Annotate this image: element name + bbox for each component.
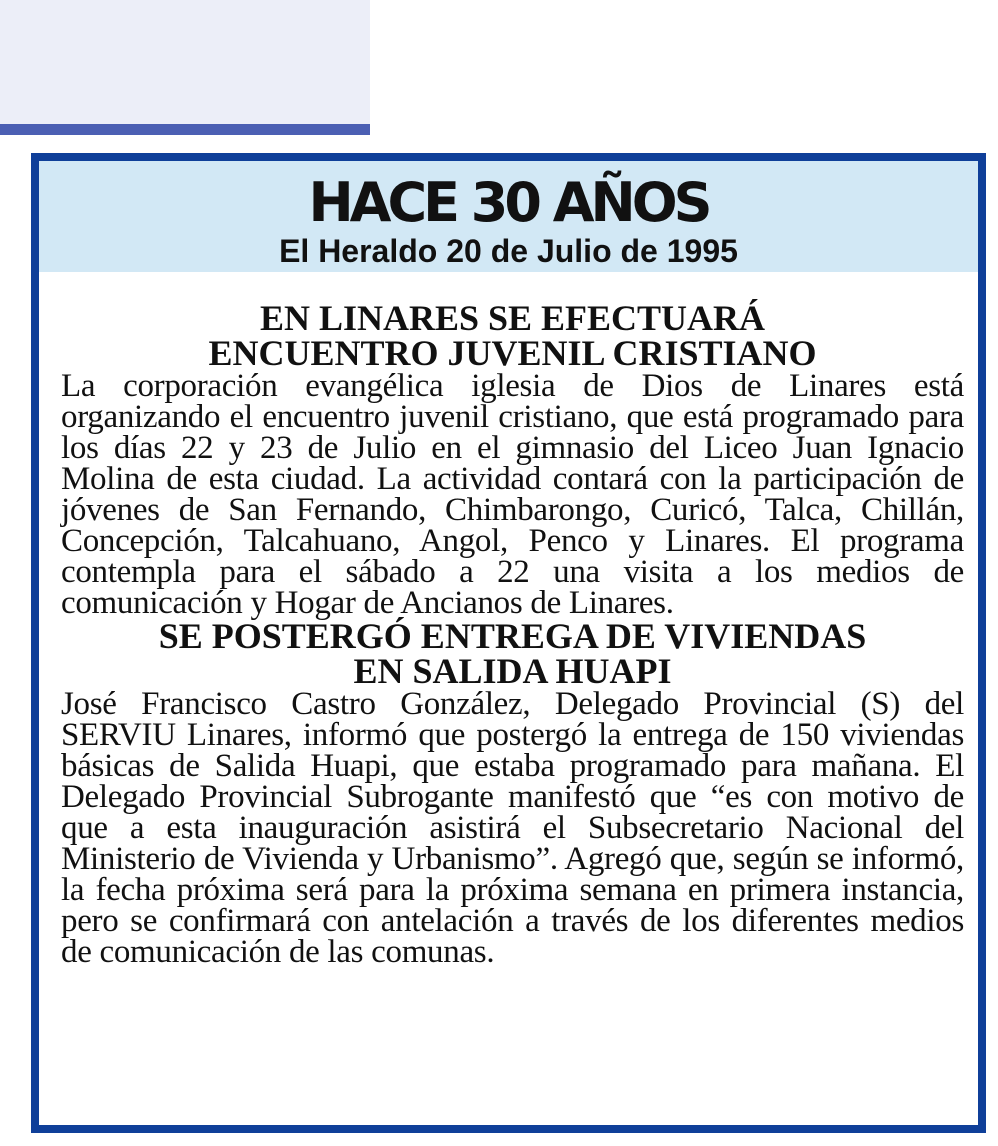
article-frame	[31, 153, 986, 1133]
page-subtitle: El Heraldo 20 de Julio de 1995	[279, 233, 738, 269]
article-2-headline	[61, 616, 964, 691]
top-accent-bar	[0, 124, 370, 135]
article-2	[61, 616, 964, 970]
article-1-headline-line1: EN LINARES SE EFECTUARÁ	[259, 298, 766, 338]
header-band	[39, 161, 978, 272]
article-1-body: La corporación evangélica iglesia de Dios de Linares está organizando el encuentro juvenil cristiano, que está programado para los días 22 y 23 de Julio en el gimnasio del Liceo Juan Ignacio Molina de esta ciudad. La actividad contará con la participación de jóvenes de San Fernando, Chimbarongo, Curicó, Talca, Chillán, Concepción, Talcahuano, Angol, Penco y Linares. El programa contempla para el sábado a 22 una visita a los medios de comunicación y Hogar de Ancianos de Linares.	[61, 368, 964, 621]
articles-container	[61, 298, 964, 970]
article-2-headline-line2: EN SALIDA HUAPI	[353, 651, 672, 691]
top-decorative-block	[0, 0, 370, 124]
article-1	[61, 298, 964, 621]
article-2-body: José Francisco Castro González, Delegado Provincial (S) del SERVIU Linares, informó que postergó la entrega de 150 viviendas básicas de Salida Huapi, que estaba programado para mañana. El Delegado Provincial Subrogante manifestó que “es con motivo de que a esta inauguración asistirá el Subsecretario Nacional del Ministerio de Vivienda y Urbanismo”. Agregó que, según se informó, la fecha próxima será para la próxima semana en primera instancia, pero se confirmará con antelación a través de los diferentes medios de comunicación de las comunas.	[61, 686, 964, 970]
article-1-headline	[61, 298, 964, 373]
article-1-headline-line2: ENCUENTRO JUVENIL CRISTIANO	[208, 333, 817, 373]
page-title: HACE 30 AÑOS	[308, 171, 709, 234]
article-2-headline-line1: SE POSTERGÓ ENTREGA DE VIVIENDAS	[158, 616, 867, 656]
